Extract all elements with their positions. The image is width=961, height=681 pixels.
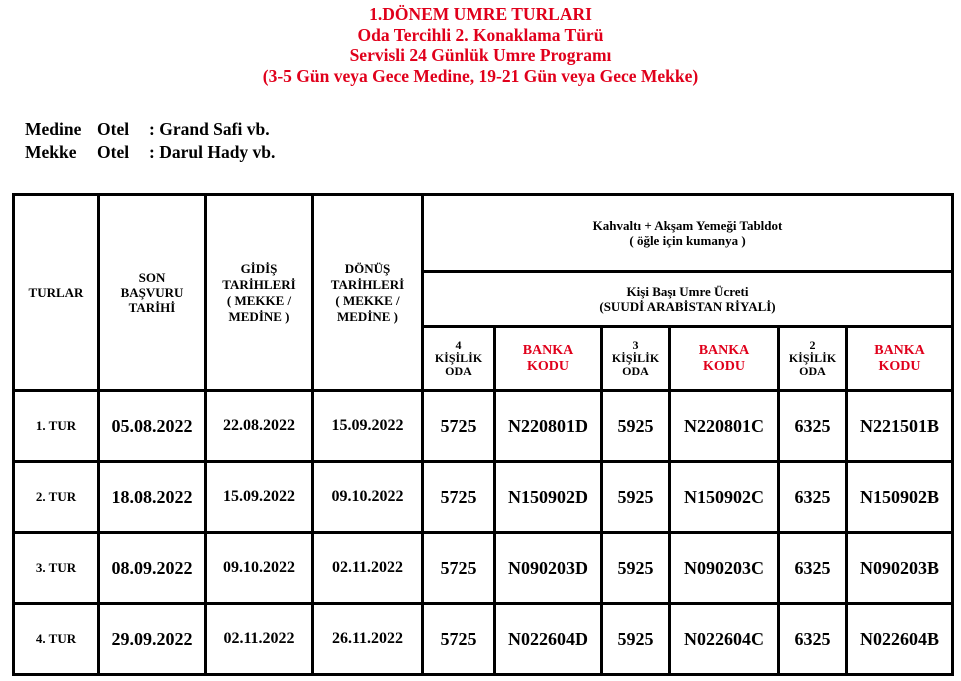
price-4-kisilik: 5725 [423, 533, 495, 604]
price-2-kisilik: 6325 [779, 533, 847, 604]
header-line: TARİHLERİ [330, 276, 405, 292]
table-row [14, 533, 953, 604]
hotel-value: : Darul Hady vb. [149, 142, 276, 162]
son-basvuru-date: 18.08.2022 [99, 462, 206, 533]
header-line: BANKA [698, 342, 750, 358]
header-line: (SUUDİ ARABİSTAN RİYALİ) [599, 299, 776, 314]
donus-date: 15.09.2022 [313, 391, 423, 462]
gidis-date: 09.10.2022 [206, 533, 313, 604]
banka-kodu-4: N090203D [495, 533, 602, 604]
header-turlar: TURLAR [14, 195, 99, 391]
title-line: Oda Tercihli 2. Konaklama Türü [357, 24, 604, 45]
banka-kodu-4: N022604D [495, 604, 602, 675]
son-basvuru-date: 29.09.2022 [99, 604, 206, 675]
price-3-kisilik: 5925 [602, 391, 670, 462]
header-line: ( öğle için kumanya ) [629, 233, 746, 248]
header-line: KİŞİLİK [788, 351, 837, 365]
header-line: Kişi Başı Umre Ücreti [626, 284, 749, 299]
header-line: Kahvaltı + Akşam Yemeği Tabldot [592, 218, 783, 233]
header-line: GİDİŞ [240, 260, 278, 276]
header-banka-kodu [495, 327, 602, 391]
table-row [14, 391, 953, 462]
header-line: DÖNÜŞ [344, 260, 391, 276]
title-line: (3-5 Gün veya Gece Medine, 19-21 Gün veya Gece Mekke) [262, 65, 699, 86]
header-son-basvuru [99, 195, 206, 391]
header-line: SON [138, 270, 166, 285]
hotel-medine [25, 118, 275, 141]
gidis-date: 22.08.2022 [206, 391, 313, 462]
header-line: ODA [622, 364, 649, 378]
header-3-kisilik [602, 327, 670, 391]
donus-date: 09.10.2022 [313, 462, 423, 533]
banka-kodu-2: N090203B [847, 533, 953, 604]
hotel-label: Otel [97, 119, 130, 139]
header-banka-kodu [847, 327, 953, 391]
header-line: KODU [878, 358, 921, 374]
banka-kodu-2: N022604B [847, 604, 953, 675]
hotel-city: Medine [25, 119, 82, 139]
header-2-kisilik [779, 327, 847, 391]
table-row [14, 462, 953, 533]
header-line: 3 [632, 338, 639, 352]
header-line: KODU [703, 358, 745, 374]
hotel-info [25, 118, 275, 164]
price-3-kisilik: 5925 [602, 533, 670, 604]
price-4-kisilik: 5725 [423, 391, 495, 462]
document-title [0, 4, 961, 86]
header-line: TARİHİ [128, 300, 176, 315]
header-price [423, 272, 953, 327]
header-line: ( MEKKE / [226, 292, 292, 308]
price-3-kisilik: 5925 [602, 604, 670, 675]
donus-date: 02.11.2022 [313, 533, 423, 604]
header-line: KODU [527, 358, 569, 374]
hotel-city: Mekke [25, 142, 77, 162]
hotel-value: : Grand Safi vb. [149, 119, 270, 139]
header-banka-kodu [670, 327, 779, 391]
tour-name: 3. TUR [14, 533, 99, 604]
header-line: MEDİNE ) [228, 308, 290, 324]
header-line: 4 [455, 338, 462, 352]
price-4-kisilik: 5725 [423, 462, 495, 533]
header-line: 2 [809, 338, 816, 352]
title-line: 1.DÖNEM UMRE TURLARI [369, 4, 592, 24]
header-line: BANKA [522, 342, 574, 358]
son-basvuru-date: 08.09.2022 [99, 533, 206, 604]
header-line: KİŞİLİK [611, 351, 660, 365]
price-2-kisilik: 6325 [779, 462, 847, 533]
header-line: ODA [445, 364, 472, 378]
header-donus [313, 195, 423, 391]
header-meal-plan [423, 195, 953, 272]
header-line: TARİHLERİ [222, 276, 296, 292]
title-line: Servisli 24 Günlük Umre Programı [349, 45, 612, 65]
son-basvuru-date: 05.08.2022 [99, 391, 206, 462]
header-line: KİŞİLİK [434, 351, 483, 365]
banka-kodu-4: N220801D [495, 391, 602, 462]
banka-kodu-2: N150902B [847, 462, 953, 533]
banka-kodu-3: N220801C [670, 391, 779, 462]
price-4-kisilik: 5725 [423, 604, 495, 675]
tour-name: 4. TUR [14, 604, 99, 675]
table-row [14, 604, 953, 675]
tour-name: 1. TUR [14, 391, 99, 462]
tour-table [12, 193, 954, 676]
banka-kodu-3: N150902C [670, 462, 779, 533]
banka-kodu-3: N022604C [670, 604, 779, 675]
banka-kodu-4: N150902D [495, 462, 602, 533]
donus-date: 26.11.2022 [313, 604, 423, 675]
price-2-kisilik: 6325 [779, 604, 847, 675]
gidis-date: 02.11.2022 [206, 604, 313, 675]
header-line: ODA [799, 364, 826, 378]
banka-kodu-2: N221501B [847, 391, 953, 462]
header-4-kisilik [423, 327, 495, 391]
header-line: BANKA [874, 342, 925, 358]
price-3-kisilik: 5925 [602, 462, 670, 533]
price-2-kisilik: 6325 [779, 391, 847, 462]
hotel-label: Otel [97, 142, 130, 162]
header-line: MEDİNE ) [336, 308, 399, 324]
hotel-mekke [25, 141, 275, 164]
gidis-date: 15.09.2022 [206, 462, 313, 533]
header-line: ( MEKKE / [335, 292, 400, 308]
tour-name: 2. TUR [14, 462, 99, 533]
banka-kodu-3: N090203C [670, 533, 779, 604]
header-line: BAŞVURU [120, 285, 184, 300]
header-gidis [206, 195, 313, 391]
